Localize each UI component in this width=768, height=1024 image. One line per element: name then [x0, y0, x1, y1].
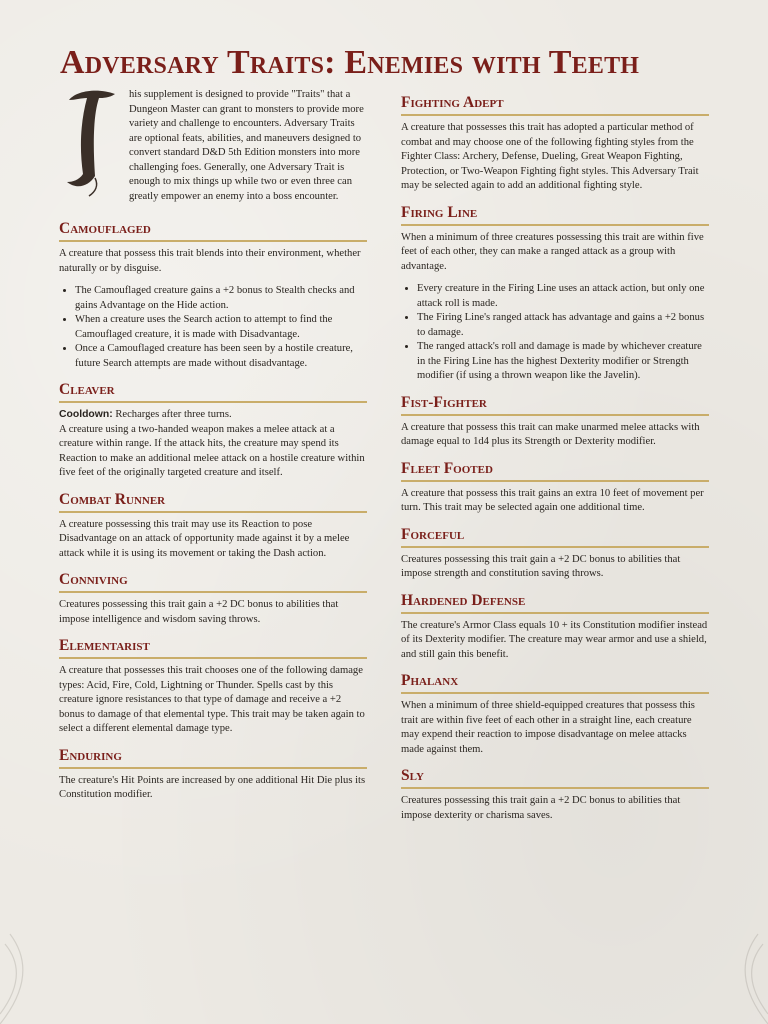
section-firing-line: [401, 204, 709, 384]
section-title: Forceful: [401, 526, 709, 548]
intro-paragraph: [59, 86, 367, 206]
list-item: • The Camouflaged creature gains a +2 bonus to Stealth checks and gains Advantage on the Hide action.: [75, 284, 367, 313]
section-text: A creature that possesses this trait chooses one of the following damage types: Acid, Fire, Cold, Lightning or Thunder. Spells cast by this creature ignore resistances to that type of damage and receive a +2 bonus to damage of that elemental type. This trait may be taken again to select a different elemental damage type.: [59, 665, 365, 734]
section-text: Creatures possessing this trait gain a +2 DC bonus to abilities that impose intelligence and wisdom saving throws.: [59, 599, 339, 625]
section-forceful: [401, 526, 709, 582]
list-item: • The ranged attack's roll and damage is made by whichever creature in the Firing Line has the highest Dexterity modifier or Strength modifier (if using a thrown weapon like the Javelin).: [417, 340, 709, 384]
cooldown-label: Cooldown:: [59, 409, 113, 420]
corner-flourish-icon: [0, 914, 110, 1024]
section-fleet-footed: [401, 460, 709, 516]
section-elementarist: [59, 637, 367, 737]
section-camouflaged: [59, 220, 367, 371]
cooldown-line: [59, 408, 367, 423]
section-fist-fighter: [401, 394, 709, 450]
section-text: A creature that possess this trait gains an extra 10 feet of movement per turn. This trait may be selected again one additional time.: [401, 487, 704, 513]
section-text: A creature that possess this trait can make unarmed melee attacks with damage equal to 1d4 plus its Strength or Dexterity modifier.: [401, 421, 700, 447]
cooldown-text: Recharges after three turns.: [112, 409, 232, 420]
section-fighting-adept: [401, 94, 709, 194]
section-text: When a minimum of three creatures possessing this trait are within five feet of each other, they can make a ranged attack as a group with advantage.: [401, 231, 704, 272]
section-title: Hardened Defense: [401, 592, 709, 614]
section-text: A creature possessing this trait may use its Reaction to pose Disadvantage on an attack of opportunity made against it by a melee attack while it is using its movement or taking the Dash action.: [59, 518, 350, 559]
section-combat-runner: [59, 491, 367, 562]
right-column: [401, 94, 709, 833]
section-conniving: [59, 571, 367, 627]
section-text: A creature that possesses this trait has adopted a particular method of combat and may choose one of the following fighting styles from the Fighter Class: Archery, Defense, Dueling, Great Weapon Fighting, Protection, or Two-Weapon Fighting fight styles. This Adversary Trait may be selected again to add an additional fighting style.: [401, 122, 699, 191]
section-title: Cleaver: [59, 381, 367, 403]
section-title: Fist-Fighter: [401, 394, 709, 416]
section-title: Camouflaged: [59, 220, 367, 242]
corner-flourish-icon: [658, 914, 768, 1024]
section-text: A creature using a two-handed weapon makes a melee attack at a creature within range. If the attack hits, the creature may spend its Reaction to make an additional melee attack on a hostile creature within five feet of the originally targeted creature and itself.: [59, 423, 365, 478]
section-title: Fighting Adept: [401, 94, 709, 116]
section-hardened-defense: [401, 592, 709, 663]
section-title: Enduring: [59, 747, 367, 769]
bullet-list: [59, 284, 367, 371]
section-text: The creature's Hit Points are increased by one additional Hit Die plus its Constitution modifier.: [59, 774, 366, 800]
section-cleaver: [59, 381, 367, 481]
list-item: • Every creature in the Firing Line uses an attack action, but only one attack roll is made.: [417, 282, 709, 311]
section-title: Phalanx: [401, 672, 709, 694]
section-text: When a minimum of three shield-equipped creatures that possess this trait are within five feet of each other in a straight line, each creature may expend their reaction to impose disadvantage on melee attacks made against them.: [401, 700, 695, 755]
section-text: Creatures possessing this trait gain a +2 DC bonus to abilities that impose dexterity or charisma saves.: [401, 795, 681, 821]
left-column: [59, 86, 367, 813]
section-title: Combat Runner: [59, 491, 367, 513]
section-enduring: [59, 747, 367, 803]
list-item: • The Firing Line's ranged attack has advantage and gains a +2 bonus to damage.: [417, 311, 709, 340]
dropcap-letter-icon: [59, 86, 121, 198]
section-title: Conniving: [59, 571, 367, 593]
section-title: Sly: [401, 767, 709, 789]
list-item: • When a creature uses the Search action to attempt to find the Camouflaged creature, it is made with Disadvantage.: [75, 313, 367, 342]
section-text: The creature's Armor Class equals 10 + its Constitution modifier instead of its Dexterity modifier. The creature may wear armor and use a shield, and still gain this benefit.: [401, 619, 708, 660]
section-title: Fleet Footed: [401, 460, 709, 482]
intro-text: his supplement is designed to provide "Traits" that a Dungeon Master can grant to monsters to provide more variety and challenge to encounters. Adversary Traits are optional feats, abilities, and maneuvers designed to convert standard D&D 5th Edition monsters into more challenging foes. Generally, one Adversary Trait is enough to mix things up while two or even three can greatly empower an enemy into a boss encounter.: [129, 89, 364, 202]
bullet-list: [401, 282, 709, 384]
section-title: Firing Line: [401, 204, 709, 226]
section-text: A creature that possess this trait blends into their environment, whether naturally or by disguise.: [59, 248, 361, 274]
section-phalanx: [401, 672, 709, 757]
section-sly: [401, 767, 709, 823]
list-item: • Once a Camouflaged creature has been seen by a hostile creature, future Search attempts are made without disadvantage.: [75, 342, 367, 371]
section-title: Elementarist: [59, 637, 367, 659]
section-text: Creatures possessing this trait gain a +2 DC bonus to abilities that impose strength and constitution saving throws.: [401, 553, 681, 579]
page-title: Adversary Traits: Enemies with Teeth: [60, 44, 640, 81]
